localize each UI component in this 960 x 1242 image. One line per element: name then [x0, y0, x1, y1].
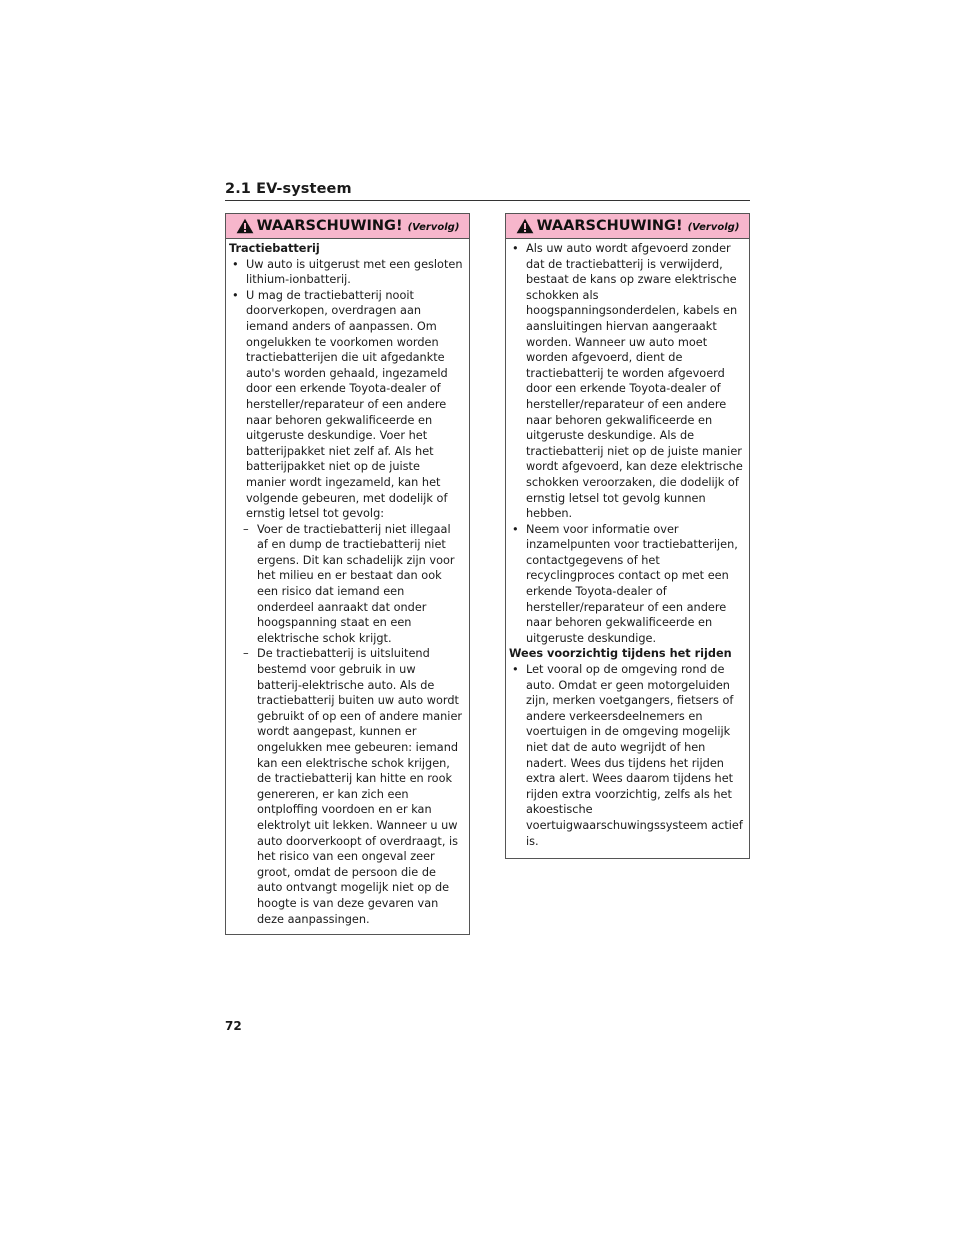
section-header	[225, 178, 750, 201]
list-item	[509, 522, 743, 647]
list-item	[229, 288, 463, 522]
list-item-text: Let vooral op de omgeving rond de auto. Omdat er geen motorgeluiden zijn, merken voetgangers, fietsers of andere verkeersdeelnemers en voertuigen in de omgeving mogelijk niet dat de auto wegrijdt of hen nadert. Wees dus tijdens het rijden extra alert. Wees daarom tijdens het rijden extra voorzichtig, zelfs als het akoestische voertuigwaarschuwingssysteem actief is.	[526, 663, 743, 848]
heading-drive-carefully: Wees voorzichtig tijdens het rijden	[509, 647, 732, 661]
section-title: 2.1 EV-systeem	[225, 181, 352, 197]
sub-list-item-text: De tractiebatterij is uitsluitend bestemd voor gebruik in uw batterij-elektrische auto. Als de tractiebatterij buiten uw auto wordt gebruikt of op een of andere manier wordt aangepast, kunnen er ongelukken mee gebeuren: iemand kan een elektrische schok krijgen, de tractiebatterij kan hitte en rook genereren, er kan zich een ontploffing voordoen en er kan elektrolyt uit lekken. Wanneer u uw auto doorverkoopt of overdraagt, is het risico van een ongeval zeer groot, omdat de persoon die de auto ontvangt mogelijk niet op de hoogte is van deze gevaren van deze aanpassingen.	[257, 647, 463, 926]
heading-traction-battery: Tractiebatterij	[229, 242, 320, 255]
list-item	[229, 257, 463, 288]
warning-box-right	[505, 213, 750, 859]
warning-header	[226, 214, 469, 239]
list-item-text: U mag de tractiebatterij nooit doorverkopen, overdragen aan iemand anders of aanpassen. Om ongelukken te voorkomen worden tractiebatterijen die uit afgedankte auto's worden gehaald, ingezameld door een erkende Toyota-dealer of hersteller/reparateur of een andere naar behoren gekwalificeerde en uitgeruste deskundige. Voer het batterijpakket niet zelf af. Als het batterijpakket niet op de juiste manier wordt ingezameld, kan het volgende gebeuren, met dodelijk of ernstig letsel tot gevolg:	[246, 288, 448, 521]
sub-list-item	[229, 646, 463, 927]
list-item	[509, 241, 743, 522]
list-item-text: Als uw auto wordt afgevoerd zonder dat de tractiebatterij is verwijderd, bestaat de kans op zware elektrische schokken als hoogspanningsonderdelen, kabels en aansluitingen hiervan aangeraakt worden. Wanneer uw auto moet worden afgevoerd, dient de tractiebatterij te worden afgevoerd door een erkende Toyota-dealer of hersteller/reparateur of een andere naar behoren gekwalificeerde en uitgeruste deskundige. Als de tractiebatterij niet op de juiste manier wordt afgevoerd, kan deze elektrische schokken veroorzaken, die dodelijk of ernstig letsel tot gevolg kunnen hebben.	[526, 242, 743, 521]
warning-box-left	[225, 213, 470, 935]
sub-list-item-text: Voer de tractiebatterij niet illegaal af en dump de tractiebatterij niet ergens. Dit kan schadelijk zijn voor het milieu en er bestaat dan ook een risico dat iemand een onderdeel aanraakt dat onder hoogspanning staat en een elektrische schok krijgt.	[257, 522, 455, 645]
dash-mark: –	[243, 522, 249, 536]
bullet-mark: •	[512, 522, 519, 536]
warning-continued: (Vervolg)	[687, 222, 740, 233]
warning-content	[226, 239, 469, 927]
warning-header	[506, 214, 749, 239]
page-number: 72	[225, 1019, 242, 1033]
warning-continued: (Vervolg)	[407, 222, 460, 233]
bullet-mark: •	[512, 242, 519, 255]
bullet-mark: •	[232, 257, 239, 271]
list-item-text: Uw auto is uitgerust met een gesloten lithium-ionbatterij.	[246, 257, 463, 287]
warning-title: WAARSCHUWING!	[256, 218, 403, 234]
warning-triangle-icon	[236, 218, 254, 234]
warning-content	[506, 239, 749, 849]
dash-mark: –	[243, 647, 249, 661]
list-item	[509, 662, 743, 849]
list-item-text: Neem voor informatie over inzamelpunten voor tractiebatterijen, contactgegevens of het recyclingproces contact op met een erkende Toyota-dealer of hersteller/reparateur of een andere naar behoren gekwalificeerde en uitgeruste deskundige.	[526, 522, 738, 645]
warning-title: WAARSCHUWING!	[536, 218, 683, 234]
warning-triangle-icon	[516, 218, 534, 234]
sub-list-item	[229, 522, 463, 647]
bullet-mark: •	[512, 663, 519, 677]
bullet-mark: •	[232, 288, 239, 302]
